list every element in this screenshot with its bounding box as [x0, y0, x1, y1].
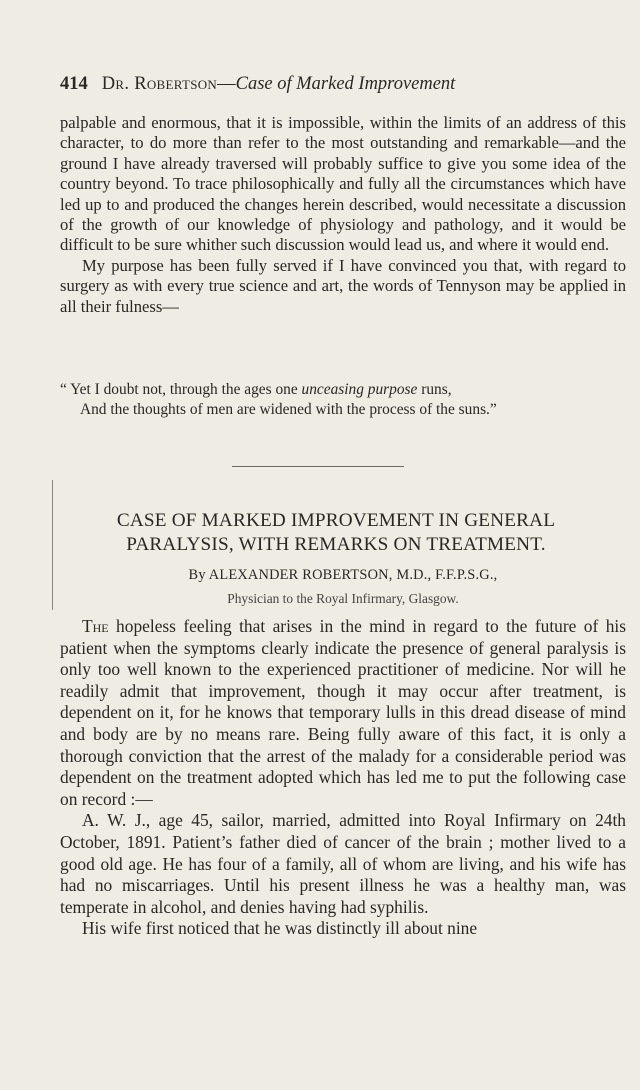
quote-text: “ Yet I doubt not, through the ages one	[60, 381, 302, 398]
section-divider	[232, 466, 404, 467]
margin-mark	[52, 480, 56, 610]
quote-line-2: And the thoughts of men are widened with the process of the suns.”	[80, 400, 497, 418]
header-dash: —	[217, 74, 236, 94]
paragraph: My purpose has been fully served if I have convinced you that, with regard to surgery as with every true science and art, the words of Tennyson may be applied in all their fulness—	[60, 255, 626, 316]
page-number: 414	[60, 74, 88, 94]
title-line-2: PARALYSIS, WITH REMARKS ON TREATMENT.	[126, 534, 546, 555]
byline: By ALEXANDER ROBERTSON, M.D., F.F.P.S.G.,	[188, 567, 498, 583]
quote-line-1	[60, 380, 630, 400]
paragraph: His wife first noticed that he was distinctly ill about nine	[82, 918, 478, 939]
paragraph	[60, 616, 626, 810]
lead-word: The	[82, 616, 109, 636]
affiliation: Physician to the Royal Infirmary, Glasgow.	[227, 591, 459, 606]
quote-text: runs,	[417, 381, 452, 398]
paragraph: palpable and enormous, that it is impossible, within the limits of an address of this character, to do more than refer to the most outstanding and remarkable—and the ground I have already traversed will probably suffice to give you some idea of the country beyond. To trace philosophically and fully all the circumstances which have led up to and produced the changes herein described, would necessitate a discussion of the growth of our knowledge of physiology and pathology, and it would be difficult to be sure whither such discussion would lead us, and where it would end.	[60, 113, 626, 255]
header-author: Dr. Robertson	[101, 74, 218, 94]
running-header	[60, 74, 620, 95]
previous-article-text	[60, 113, 626, 317]
header-running-title: Case of Marked Improvement	[235, 74, 456, 94]
quote-emphasis: unceasing purpose	[301, 381, 418, 398]
article-body	[60, 616, 626, 940]
title-line-1: CASE OF MARKED IMPROVEMENT IN GENERAL	[116, 510, 556, 531]
paragraph: A. W. J., age 45, sailor, married, admitted into Royal Infirmary on 24th October, 1891. Patient’s father died of cancer of the brain ; mother lived to a good old age. He has four of a family, all of whom are living, and his wife has had no miscarriages. Until his present illness he was a healthy man, was temperate in alcohol, and denies having had syphilis.	[60, 810, 626, 917]
paragraph-text: hopeless feeling that arises in the mind in regard to the future of his patient when the symptoms clearly indicate the presence of general paralysis is only too well known to the experienced practitioner of medicine. Nor will he readily admit that improvement, though it may occur after treatment, is dependent on it, for he knows that temporary lulls in this dread disease of mind and body are by no means rare. Being fully aware of this fact, it is only a thorough conviction that the arrest of the malady for a considerable period was dependent on the treatment adopted which has led me to put the following case on record :—	[60, 616, 626, 809]
tennyson-quote	[60, 380, 630, 419]
article-title	[66, 509, 606, 557]
